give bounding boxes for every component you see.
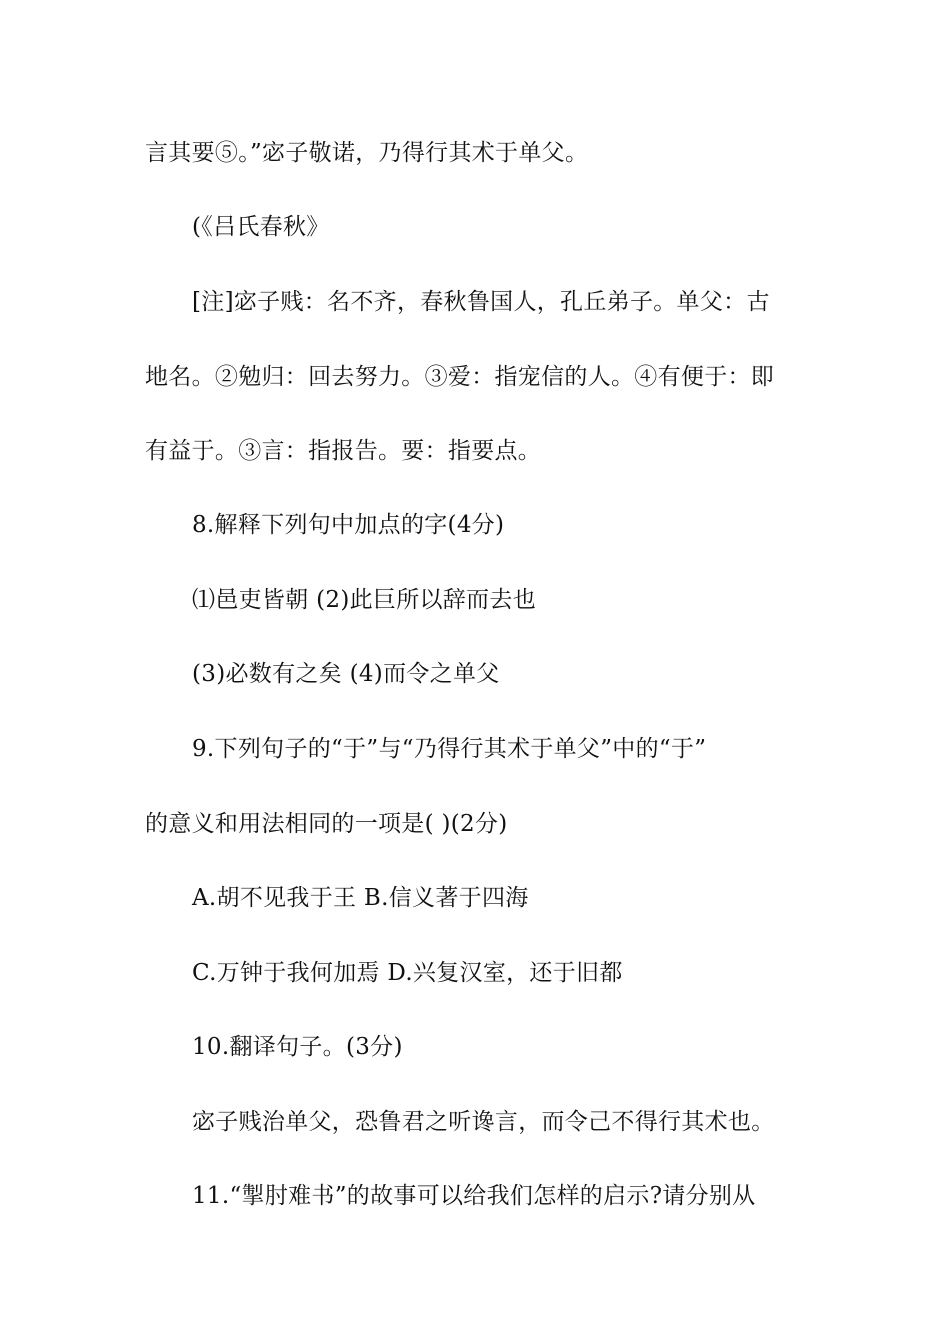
text-line-6: 8.解释下列句中加点的字(4分): [192, 512, 505, 538]
text-line-5: 有益于。③言：指报告。要：指要点。: [145, 438, 542, 464]
text-line-3: [注]宓子贱：名不齐，春秋鲁国人，孔丘弟子。单父：古: [192, 289, 770, 315]
text-line-12: C.万钟于我何加焉 D.兴复汉室，还于旧都: [192, 960, 623, 986]
text-line-15: 11.“掣肘难书”的故事可以给我们怎样的启示?请分别从: [192, 1183, 756, 1209]
text-line-2: (《吕氏春秋》: [192, 214, 330, 240]
text-line-8: (3)必数有之矣 (4)而令之单父: [192, 661, 500, 687]
text-line-10: 的意义和用法相同的一项是( )(2分): [145, 811, 508, 837]
text-line-11: A.胡不见我于王 B.信义著于四海: [192, 885, 529, 911]
text-line-7: ⑴邑吏皆朝 (2)此巨所以辞而去也: [192, 587, 536, 613]
text-line-9: 9.下列句子的“于”与“乃得行其术于单父”中的“于”: [192, 736, 707, 762]
text-line-1: 言其要⑤。”宓子敬诺，乃得行其术于单父。: [145, 140, 589, 166]
text-line-13: 10.翻译句子。(3分): [192, 1034, 403, 1060]
text-line-14: 宓子贱治单父，恐鲁君之听谗言，而令己不得行其术也。: [192, 1109, 775, 1135]
text-line-4: 地名。②勉归：回去努力。③爱：指宠信的人。④有便于：即: [145, 364, 775, 390]
